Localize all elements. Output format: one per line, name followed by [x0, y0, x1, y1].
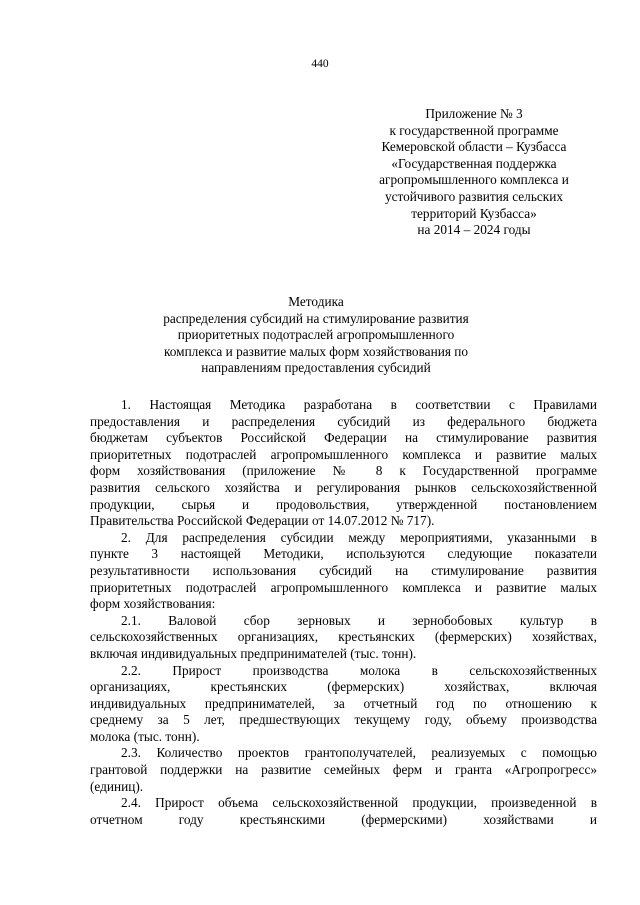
paragraph-line: молока (тыс. тонн). — [90, 728, 200, 744]
paragraph — [90, 613, 597, 663]
paragraph-line: пункте 3 настоящей Методики, используются следующие показатели — [90, 546, 597, 562]
appendix-line: устойчивого развития сельских — [384, 188, 564, 204]
paragraph-line: отчетном году крестьянскими (фермерскими) хозяйствами и — [90, 811, 597, 827]
paragraph-line: 2. Для распределения субсидии между мероприятиями, указанными в — [121, 529, 597, 545]
title-line: Методика — [288, 294, 344, 309]
paragraph-line: индивидуальных предпринимателей, за отчетный год по отношению к — [90, 695, 597, 711]
paragraph — [90, 530, 597, 613]
paragraph-line: 2.1. Валовой сбор зерновых и зернобобовых культур в — [121, 612, 597, 628]
paragraph-line: развития сельского хозяйства и регулирования рынков сельскохозяйственной — [90, 479, 597, 495]
paragraph-line: грантовой поддержки на развитие семейных ферм и гранта «Агропрогресс» — [90, 762, 597, 778]
appendix-line: к государственной программе — [389, 122, 559, 138]
paragraph-line: 2.2. Прирост производства молока в сельскохозяйственных — [121, 662, 597, 678]
paragraph-line: 2.3. Количество проектов грантополучателей, реализуемых с помощью — [121, 745, 597, 761]
paragraph-line: приоритетных подотраслей агропромышленного комплекса и развитие малых — [90, 446, 597, 462]
paragraph — [90, 397, 597, 530]
title-line: комплекса и развитие малых форм хозяйствования по — [163, 343, 469, 359]
paragraph-line: форм хозяйствования: — [90, 596, 216, 612]
paragraph-line: 2.4. Прирост объема сельскохозяйственной продукции, произведенной в — [121, 795, 597, 811]
paragraph-line: приоритетных подотраслей агропромышленного комплекса и развитие малых — [90, 579, 597, 595]
appendix-line: Приложение № 3 — [425, 106, 523, 121]
paragraph-line: включая индивидуальных предпринимателей (тыс. тонн). — [90, 645, 417, 661]
document-body — [90, 397, 597, 828]
paragraph-line: среднему за 5 лет, предшествующих текущему году, объему производства — [90, 712, 597, 728]
paragraph — [90, 745, 597, 795]
paragraph-line: сельскохозяйственных организациях, крестьянских (фермерских) хозяйствах, — [90, 629, 597, 645]
appendix-line: агропромышленного комплекса и — [379, 172, 569, 188]
paragraph-line: организациях, крестьянских (фермерских) хозяйствах, включая — [90, 679, 597, 695]
document-title — [60, 294, 572, 377]
appendix-line: на 2014 – 2024 годы — [417, 222, 531, 238]
page-number: 440 — [311, 58, 329, 70]
title-line: приоритетных подотраслей агропромышленного — [177, 327, 455, 343]
paragraph-line: форм хозяйствования (приложение № 8 к Государственной программе — [90, 463, 597, 479]
paragraph — [90, 795, 597, 828]
title-line: направлениям предоставления субсидий — [201, 360, 431, 376]
paragraph-line: 1. Настоящая Методика разработана в соответствии с Правилами — [121, 397, 597, 412]
title-line: распределения субсидий на стимулирование развития — [163, 310, 469, 326]
appendix-line: Кемеровской области – Кузбасса — [381, 139, 567, 155]
paragraph — [90, 663, 597, 746]
appendix-line: территорий Кузбасса» — [411, 205, 537, 221]
paragraph-line: бюджетам субъектов Российской Федерации на стимулирование развития — [90, 430, 597, 446]
appendix-header — [340, 106, 608, 239]
paragraph-line: предоставления и распределения субсидий из федерального бюджета — [90, 413, 597, 429]
paragraph-line: продукции, сырья и продовольствия, утвержденной постановлением — [90, 496, 597, 512]
paragraph-line: (единиц). — [90, 778, 144, 794]
appendix-line: «Государственная поддержка — [391, 155, 557, 171]
paragraph-line: Правительства Российской Федерации от 14.07.2012 № 717). — [90, 513, 435, 529]
paragraph-line: результативности использования субсидий на стимулирование развития — [90, 562, 597, 578]
